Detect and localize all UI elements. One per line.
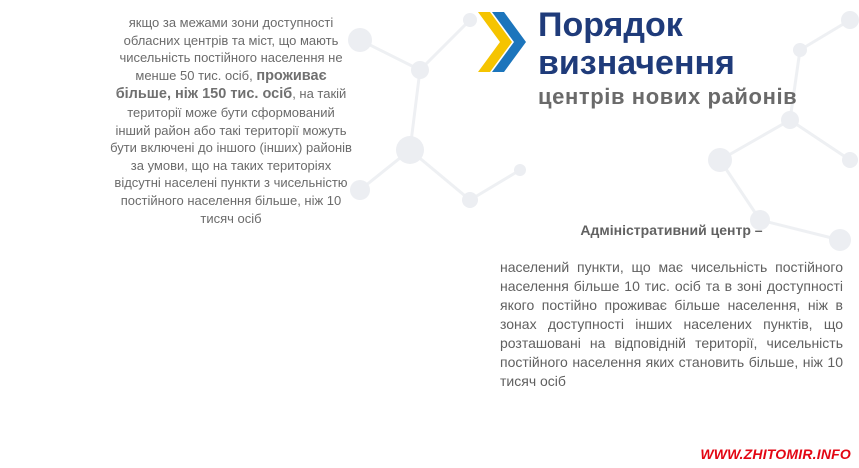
- page-subtitle: центрів нових районів: [538, 84, 798, 109]
- title-line-1: Порядок: [538, 6, 683, 44]
- watermark: WWW.ZHITOMIR.INFO: [700, 446, 851, 462]
- left-text-part1: якщо за межами зони доступності обласних центрів та міст, що мають чисельність постійного населення не менше 50 тис. осіб,: [119, 15, 343, 83]
- left-text-part2: , на такій території може бути сформований інший район або такі території можуть бути включені до іншого (інших) районів за умови, що на таких територіях відсутні населені пункти з чисельністю постійного населення більше, ніж 10 тисяч осіб: [110, 86, 352, 226]
- left-text-block: [110, 14, 352, 227]
- left-text-bold: проживає більше, ніж 150 тис. осіб: [115, 67, 327, 103]
- page-title: [538, 6, 735, 82]
- title-line-2: визначення: [538, 44, 735, 82]
- admin-center-heading: Адміністративний центр –: [580, 222, 763, 238]
- chevron-logo-icon: [478, 12, 526, 72]
- admin-center-definition: населений пункти, що має чисельність постійного населення більше 10 тис. осіб та в зоні доступності якого постійно проживає більше населення, ніж в зонах доступності інших населених пунктів, що розташовані на відповідній території, чисельність постійного населення яких становить більше, ніж 10 тисяч осіб: [500, 259, 843, 389]
